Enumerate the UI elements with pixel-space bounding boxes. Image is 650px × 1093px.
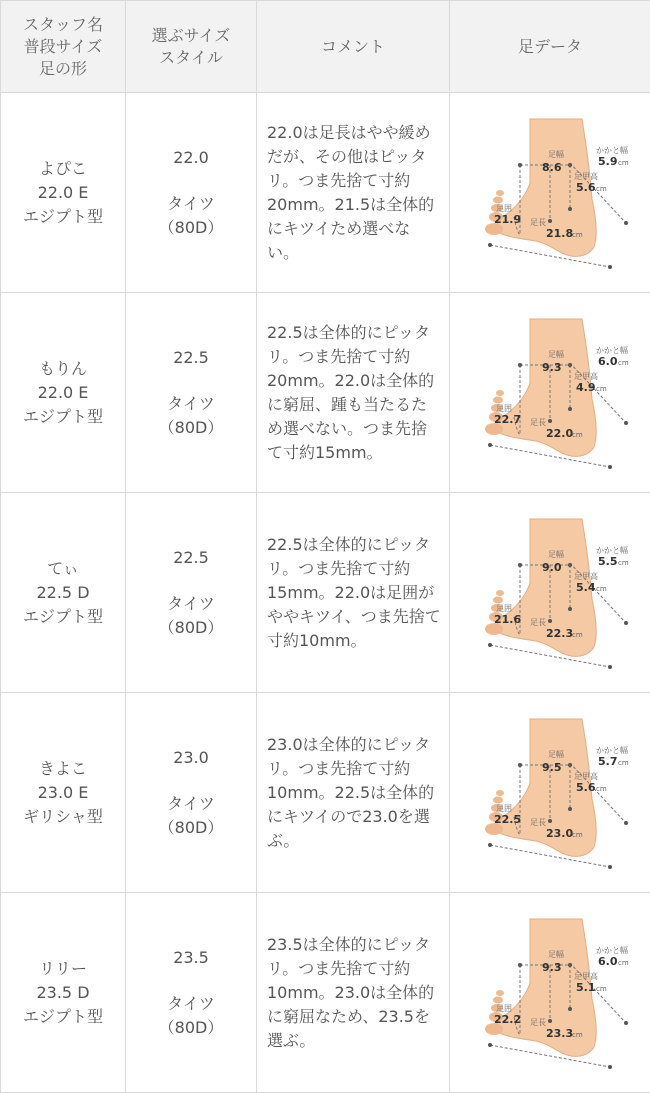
header-choose-line2: スタイル [126, 47, 256, 69]
toe-icon [493, 596, 503, 603]
usual-size: 23.5 D [1, 981, 125, 1005]
heel-width-value: 6.0 [598, 355, 618, 368]
girth-value: 21.6 [494, 613, 521, 626]
comment-cell: 22.5は全体的にピッタリ。つま先捨て寸約15mm。22.0は足囲がややキツイ、つま先捨て寸約10mm。 [257, 493, 450, 693]
foot-shape: エジプト型 [1, 405, 125, 429]
size-cell [126, 293, 257, 493]
width-label: 足幅 [548, 749, 564, 759]
width-value: 9.3 [542, 961, 562, 974]
header-choose-line1: 選ぶサイズ [126, 25, 256, 47]
girth-value: 22.7 [494, 413, 521, 426]
toe-icon [496, 190, 504, 196]
table-row [1, 693, 650, 893]
staff-cell [1, 293, 126, 493]
length-unit: cm [572, 431, 583, 439]
size-cell [126, 493, 257, 693]
length-unit: cm [572, 831, 583, 839]
toe-icon [493, 396, 503, 403]
comment-cell: 23.0は全体的にピッタリ。つま先捨て寸約10mm。22.5は全体的にキツイので23.0を選ぶ。 [257, 693, 450, 893]
foot-diagram [470, 513, 630, 673]
length-value: 21.8 [546, 227, 573, 240]
staff-name: もりん [1, 357, 125, 381]
heel-unit: cm [618, 559, 629, 567]
heel-width-label: かかと幅 [596, 345, 628, 355]
staff-cell [1, 693, 126, 893]
header-staff-line1: スタッフ名 [1, 14, 125, 36]
instep-unit: cm [596, 185, 607, 193]
staff-name: よぴこ [1, 157, 125, 181]
style-detail: （80D） [126, 816, 256, 840]
foot-data-cell [450, 293, 650, 493]
length-value: 23.0 [546, 827, 573, 840]
style-label: タイツ [126, 792, 256, 816]
instep-label: 足甲高 [574, 571, 598, 581]
instep-label: 足甲高 [574, 171, 598, 181]
usual-size: 22.0 E [1, 381, 125, 405]
table-row [1, 493, 650, 693]
girth-label: 足囲 [496, 1004, 512, 1013]
foot-diagram [470, 313, 630, 473]
header-staff-line2: 普段サイズ [1, 36, 125, 58]
foot-shape: ギリシャ型 [1, 805, 125, 829]
width-value: 9.5 [542, 761, 562, 774]
staff-cell [1, 893, 126, 1093]
heel-width-label: かかと幅 [596, 545, 628, 555]
toe-icon [496, 990, 504, 996]
comment-cell: 22.5は全体的にピッタリ。つま先捨て寸約20mm。22.0は全体的に窮屈、踵も当たるため選べない。つま先捨て寸約15mm。 [257, 293, 450, 493]
heel-width-label: かかと幅 [596, 945, 628, 955]
heel-unit: cm [618, 759, 629, 767]
chosen-size: 23.0 [126, 746, 256, 770]
heel-width-value: 5.7 [598, 755, 618, 768]
chosen-size: 22.0 [126, 146, 256, 170]
usual-size: 22.0 E [1, 181, 125, 205]
heel-width-label: かかと幅 [596, 745, 628, 755]
staff-cell [1, 493, 126, 693]
instep-label: 足甲高 [574, 771, 598, 781]
length-label: 足長 [530, 218, 546, 227]
style-label: タイツ [126, 192, 256, 216]
style-label: タイツ [126, 992, 256, 1016]
width-label: 足幅 [548, 949, 564, 959]
length-label: 足長 [530, 418, 546, 427]
foot-shape: エジプト型 [1, 205, 125, 229]
length-value: 23.3 [546, 1027, 573, 1040]
style-detail: （80D） [126, 216, 256, 240]
usual-size: 23.0 E [1, 781, 125, 805]
toe-icon [493, 996, 503, 1003]
instep-label: 足甲高 [574, 971, 598, 981]
length-unit: cm [572, 1031, 583, 1039]
girth-value: 22.2 [494, 1013, 521, 1026]
size-cell [126, 93, 257, 293]
header-foot-data: 足データ [450, 1, 650, 93]
chosen-size: 22.5 [126, 346, 256, 370]
girth-value: 22.5 [494, 813, 521, 826]
instep-value: 5.6 [576, 781, 596, 794]
staff-name: リリー [1, 957, 125, 981]
width-value: 9.3 [542, 361, 562, 374]
width-value: 9.0 [542, 561, 562, 574]
heel-unit: cm [618, 359, 629, 367]
foot-diagram [470, 113, 630, 273]
chosen-size: 22.5 [126, 546, 256, 570]
length-unit: cm [572, 631, 583, 639]
toe-icon [493, 196, 503, 203]
staff-cell [1, 93, 126, 293]
table-row [1, 93, 650, 293]
instep-unit: cm [596, 585, 607, 593]
table-row [1, 293, 650, 493]
instep-value: 5.4 [576, 581, 596, 594]
length-label: 足長 [530, 618, 546, 627]
length-value: 22.0 [546, 427, 573, 440]
style-label: タイツ [126, 592, 256, 616]
foot-data-cell [450, 693, 650, 893]
comment-cell: 23.5は全体的にピッタリ。つま先捨て寸約10mm。23.0は全体的に窮屈なため、23.5を選ぶ。 [257, 893, 450, 1093]
header-staff [1, 1, 126, 93]
toe-icon [496, 590, 504, 596]
heel-width-value: 5.9 [598, 155, 618, 168]
style-detail: （80D） [126, 1016, 256, 1040]
instep-value: 4.9 [576, 381, 596, 394]
width-value: 8.6 [542, 161, 562, 174]
foot-data-cell [450, 893, 650, 1093]
heel-width-value: 6.0 [598, 955, 618, 968]
instep-unit: cm [596, 385, 607, 393]
instep-value: 5.6 [576, 181, 596, 194]
style-label: タイツ [126, 392, 256, 416]
length-label: 足長 [530, 818, 546, 827]
width-label: 足幅 [548, 549, 564, 559]
foot-shape: エジプト型 [1, 1005, 125, 1029]
foot-data-cell [450, 93, 650, 293]
length-unit: cm [572, 231, 583, 239]
instep-unit: cm [596, 985, 607, 993]
width-label: 足幅 [548, 149, 564, 159]
girth-label: 足囲 [496, 204, 512, 213]
width-label: 足幅 [548, 349, 564, 359]
staff-name: きよこ [1, 757, 125, 781]
foot-diagram [470, 913, 630, 1073]
comment-cell: 22.0は足長はやや緩めだが、その他はピッタリ。つま先捨て寸約20mm。21.5は全体的にキツイため選べない。 [257, 93, 450, 293]
chosen-size: 23.5 [126, 946, 256, 970]
length-value: 22.3 [546, 627, 573, 640]
style-detail: （80D） [126, 416, 256, 440]
foot-shape: エジプト型 [1, 605, 125, 629]
girth-label: 足囲 [496, 404, 512, 413]
header-choose [126, 1, 257, 93]
toe-icon [496, 390, 504, 396]
instep-value: 5.1 [576, 981, 596, 994]
toe-icon [493, 796, 503, 803]
heel-unit: cm [618, 959, 629, 967]
instep-unit: cm [596, 785, 607, 793]
usual-size: 22.5 D [1, 581, 125, 605]
foot-diagram [470, 713, 630, 873]
size-cell [126, 693, 257, 893]
toe-icon [496, 790, 504, 796]
table-row [1, 893, 650, 1093]
heel-width-label: かかと幅 [596, 145, 628, 155]
table-header-row [1, 1, 650, 93]
foot-data-cell [450, 493, 650, 693]
girth-value: 21.9 [494, 213, 521, 226]
heel-unit: cm [618, 159, 629, 167]
girth-label: 足囲 [496, 604, 512, 613]
header-comment: コメント [257, 1, 450, 93]
staff-name: てぃ [1, 557, 125, 581]
header-staff-line3: 足の形 [1, 58, 125, 80]
girth-label: 足囲 [496, 804, 512, 813]
size-cell [126, 893, 257, 1093]
style-detail: （80D） [126, 616, 256, 640]
length-label: 足長 [530, 1018, 546, 1027]
heel-width-value: 5.5 [598, 555, 618, 568]
instep-label: 足甲高 [574, 371, 598, 381]
